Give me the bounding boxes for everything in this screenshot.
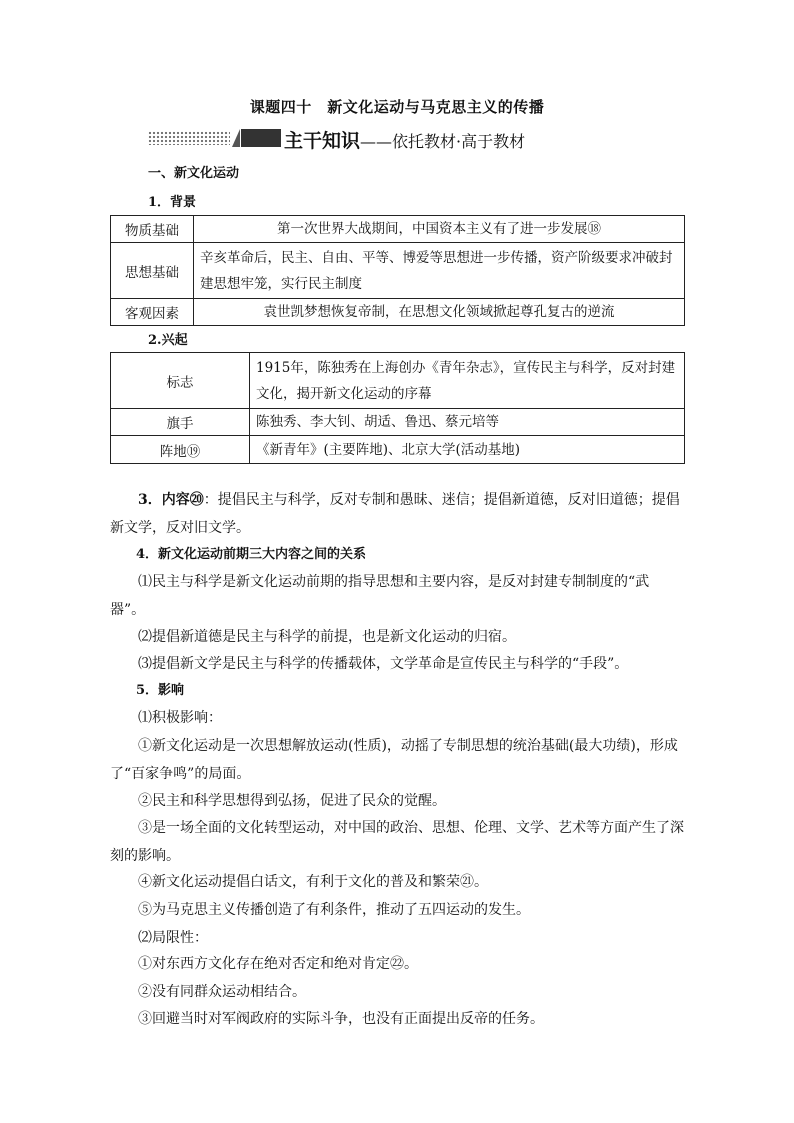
paragraph-heading: 5．影响: [136, 683, 185, 698]
paragraph: ⑵局限性：: [138, 930, 208, 946]
table-text-cell: 袁世凯梦想恢复帝制，在思想文化领域掀起尊孔复古的逆流: [194, 299, 685, 326]
table-text-cell: 辛亥革命后，民主、自由、平等、博爱等思想进一步传播，资产阶级要求冲破封建思想牢笼，实行民主制度: [194, 243, 685, 299]
table-row: [111, 409, 685, 436]
paragraph: ①对东西方文化存在绝对否定和绝对肯定㉒。: [138, 956, 418, 972]
banner-slash: [232, 129, 240, 147]
background-table: [110, 215, 685, 326]
banner-bar: [241, 129, 281, 147]
table-label-cell: 标志: [111, 353, 250, 409]
banner-heading-main: 主干知识: [284, 130, 361, 152]
table-label-cell: 旗手: [111, 409, 250, 436]
subsection-heading-background: 1．背景: [148, 195, 197, 210]
table-label-cell: 思想基础: [111, 243, 194, 299]
paragraph: ⑴积极影响：: [138, 710, 222, 726]
table-label-cell: 阵地⑲: [111, 436, 250, 464]
paragraph: ⑴民主与科学是新文化运动前期的指导思想和主要内容，是反对封建专制制度的“武器”。: [110, 574, 650, 618]
table-row: [111, 436, 685, 464]
table-text-cell: 第一次世界大战期间，中国资本主义有了进一步发展⑱: [194, 216, 685, 243]
page-title: 课题四十 新文化运动与马克思主义的传播: [249, 98, 545, 116]
subsection-heading-rise: 2.兴起: [148, 333, 188, 348]
paragraph: ③回避当时对军阀政府的实际斗争，也没有正面提出反帝的任务。: [138, 1011, 544, 1027]
section-banner: [148, 126, 708, 152]
table-row: [111, 216, 685, 243]
paragraph-content: [110, 486, 684, 542]
table-text-cell: 《新青年》(主要阵地)、北京大学(活动基地): [250, 436, 685, 464]
table-text-cell: 陈独秀、李大钊、胡适、鲁迅、蔡元培等: [250, 409, 685, 436]
paragraph: ④新文化运动提倡白话文，有利于文化的普及和繁荣㉑。: [138, 874, 488, 890]
table-row: [111, 299, 685, 326]
paragraph: ②民主和科学思想得到弘扬，促进了民众的觉醒。: [138, 793, 446, 809]
paragraph-heading: 4．新文化运动前期三大内容之间的关系: [136, 547, 367, 562]
rise-table: [110, 352, 685, 464]
banner-subheading: ——依托教材·高于教材: [360, 132, 526, 151]
paragraph: ②没有同群众运动相结合。: [138, 984, 306, 1000]
paragraph: ③是一场全面的文化转型运动，对中国的政治、思想、伦理、文学、艺术等方面产生了深刻的影响。: [110, 820, 684, 864]
banner-dot-pattern: [148, 131, 230, 145]
banner-heading: [284, 126, 525, 153]
paragraph: ①新文化运动是一次思想解放运动(性质)，动摇了专制思想的统治基础(最大功绩)，形成了“百家争鸣”的局面。: [110, 738, 678, 782]
table-label-cell: 物质基础: [111, 216, 194, 243]
table-text-cell: 1915年，陈独秀在上海创办《青年杂志》，宣传民主与科学，反对封建文化，揭开新文化运动的序幕: [250, 353, 685, 409]
paragraph-text: ：提倡民主与科学，反对专制和愚昧、迷信；提倡新道德，反对旧道德；提倡新文学，反对旧文学。: [110, 492, 680, 536]
paragraph: ⑶提倡新文学是民主与科学的传播载体，文学革命是宣传民主与科学的“手段”。: [138, 656, 629, 672]
table-row: [111, 243, 685, 299]
paragraph: ⑤为马克思主义传播创造了有利条件，推动了五四运动的发生。: [138, 902, 530, 918]
paragraph-label: 3．内容⑳: [138, 492, 204, 508]
table-label-cell: 客观因素: [111, 299, 194, 326]
table-row: [111, 353, 685, 409]
paragraph: ⑵提倡新道德是民主与科学的前提，也是新文化运动的归宿。: [138, 629, 516, 645]
section-heading: 一、新文化运动: [148, 166, 240, 181]
